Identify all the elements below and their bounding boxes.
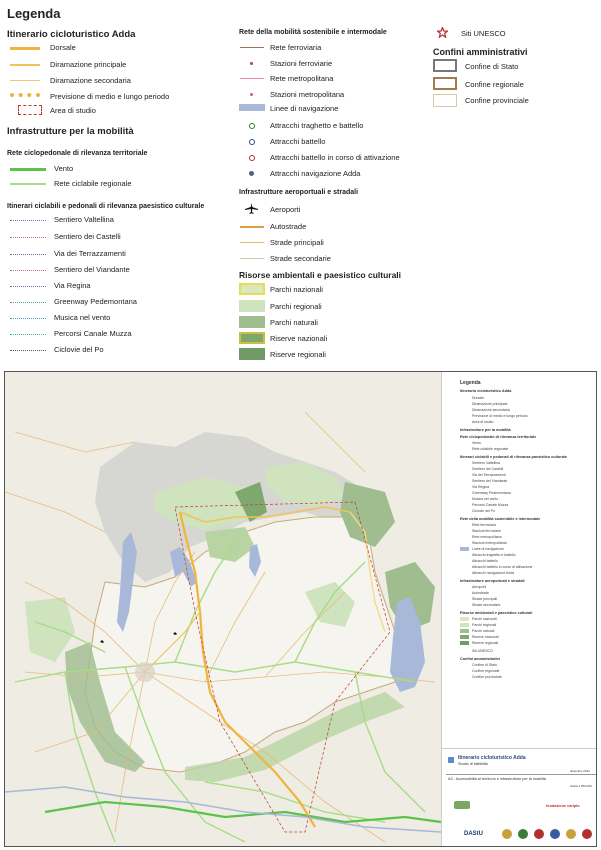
map-legend-entry: Dorsale <box>472 396 485 400</box>
legend-item: Aeroporti <box>270 205 301 214</box>
unesco-star-icon <box>437 27 448 38</box>
map-legend-entry: Strade principali <box>472 597 498 601</box>
map-legend-panel <box>441 372 597 748</box>
legend-item: Previsione di medio e lungo periodo <box>50 92 170 101</box>
map-legend-entry: Rete ciclabile regionale <box>472 447 509 451</box>
map-legend-entry: Riserve regionali <box>472 641 499 645</box>
map-legend-entry: Previsione di medio e lungo periodo <box>472 414 528 418</box>
map-legend-entry: Sentiero Valtellina <box>472 461 500 465</box>
legend-item: Attracchi traghetto e battello <box>270 121 364 130</box>
map-legend-entry: Parchi regionali <box>472 623 497 627</box>
adda-dock-icon <box>249 171 254 176</box>
mobility-title: Rete della mobilità sostenibile e intermodale <box>239 29 387 36</box>
legend-item: Strade principali <box>270 238 324 247</box>
legend-item: Ciclovie del Po <box>54 345 104 354</box>
resources-legend <box>239 283 439 363</box>
partner-logo <box>566 829 576 839</box>
map-legend-park-swatch <box>460 641 469 645</box>
unesco-label: Siti UNESCO <box>461 29 506 38</box>
metro-station-icon <box>250 93 253 96</box>
via-regina-symbol <box>10 286 46 287</box>
tb-subtitle: Studio di fattibilità <box>458 762 488 766</box>
legend-item: Dorsale <box>50 43 76 52</box>
tb-divider <box>446 774 596 775</box>
tb-partner1: fondazione cariplo <box>546 804 580 808</box>
legend-item: Stazioni metropolitana <box>270 90 345 99</box>
map-legend-heading: Itinerari ciclabili e pedonali di rilevanza paesistico culturale <box>460 455 567 459</box>
map-legend-title: Legenda <box>460 380 481 386</box>
map-legend-entry: Percorsi Canale Muzza <box>472 503 509 507</box>
via-terrazzamenti-symbol <box>10 254 46 255</box>
map-legend-entry: Rete metropolitana <box>472 535 502 539</box>
map-legend-entry: Siti UNESCO <box>472 649 493 653</box>
map-legend-water-swatch <box>460 547 469 551</box>
state-border-swatch <box>433 59 457 72</box>
map-legend-heading: Risorse ambientali e paesistico culturali <box>460 611 533 615</box>
legend-item: Vento <box>54 164 74 173</box>
map-legend-entry: Stazioni metropolitana <box>472 541 507 545</box>
map-legend-entry: Vento <box>472 441 481 445</box>
logo-mark <box>448 757 454 763</box>
legend-item: Percorsi Canale Muzza <box>54 329 132 338</box>
regionale-symbol <box>10 183 46 185</box>
cycle-net-title: Rete ciclopedonale di rilevanza territoriale <box>7 150 148 157</box>
map-legend-entry: Riserve nazionali <box>472 635 499 639</box>
planned-dock-icon <box>249 155 255 161</box>
sentiero-castelli-symbol <box>10 237 46 238</box>
map-legend-heading: Rete ciclopedonale di rilevanza territoriale <box>460 435 537 439</box>
legend-item: Diramazione secondaria <box>50 76 131 85</box>
map-legend-entry: Parchi naturali <box>472 629 495 633</box>
legend-item: Sentiero del Viandante <box>54 265 130 274</box>
legend-item: Diramazione principale <box>50 60 127 69</box>
legend-item: Parchi regionali <box>270 302 322 311</box>
vento-symbol <box>10 168 46 171</box>
tb-partner2: DAStU <box>464 831 483 837</box>
tb-date: dicembre 2013 <box>570 769 590 773</box>
map-legend-entry: Attracchi battello in corso di attivazione <box>472 565 533 569</box>
map-legend-entry: Sentiero del Viandante <box>472 479 508 483</box>
sentiero-valtellina-symbol <box>10 220 46 221</box>
map-legend-entry: Stazioni ferroviarie <box>472 529 501 533</box>
legend-item: Sentiero dei Castelli <box>54 232 121 241</box>
legend-item: Attracchi battello <box>270 137 326 146</box>
legend-item: Parchi naturali <box>270 318 318 327</box>
legend-item: Autostrade <box>270 222 307 231</box>
legend-item: Parchi nazionali <box>270 285 323 294</box>
diramazione-principale-symbol <box>10 64 40 66</box>
legend-item: Confine regionale <box>465 80 524 89</box>
milan-urban-area <box>135 662 155 682</box>
greenway-symbol <box>10 302 46 303</box>
partner-logo <box>550 829 560 839</box>
airports-title: Infrastrutture aeroportuali e stradali <box>239 189 359 196</box>
airplane-icon <box>245 203 258 214</box>
legend-item: Musica nel vento <box>54 313 111 322</box>
riserve-regionali-swatch <box>239 348 265 360</box>
legend-item: Sentiero Valtellina <box>54 215 114 224</box>
resources-title: Risorse ambientali e paesistico culturali <box>239 270 402 280</box>
infra-section-title: Infrastrutture per la mobilità <box>7 126 134 137</box>
admin-title: Confini amministrativi <box>433 47 528 57</box>
partner-logo <box>518 829 528 839</box>
canale-muzza-symbol <box>10 334 46 335</box>
partner-logo <box>454 801 470 809</box>
area-studio-symbol <box>18 105 42 115</box>
parchi-regionali-swatch <box>239 300 265 312</box>
map-legend-entry: Attracchi navigazione Adda <box>472 571 515 575</box>
tb-plate: A3 - Accessibilità al territorio e infrastrutture per la mobilità <box>448 777 546 781</box>
dorsale-symbol <box>10 47 40 50</box>
legend-item: Rete metropolitana <box>270 74 334 83</box>
legend-item: Via Regina <box>54 281 91 290</box>
map-legend-park-swatch <box>460 629 469 633</box>
admin-legend <box>433 59 593 109</box>
legend-item: Stazioni ferroviarie <box>270 59 333 68</box>
legend-item: Confine di Stato <box>465 62 519 71</box>
main-road-symbol <box>240 242 264 243</box>
legend-item: Via dei Terrazzamenti <box>54 249 126 258</box>
map-legend-entry: Via dei Terrazzamenti <box>472 473 506 477</box>
boat-dock-icon <box>249 139 255 145</box>
secondary-road-symbol <box>240 258 264 259</box>
regional-border-swatch <box>433 77 457 90</box>
map-legend-entry: Confine di Stato <box>472 663 497 667</box>
itinerary-section-title: Itinerario cicloturistico Adda <box>7 29 136 40</box>
previsione-symbol <box>10 93 40 97</box>
legend-item: Strade secondarie <box>270 254 331 263</box>
cycle-net-legend <box>7 163 232 193</box>
map-legend-entry: Parchi nazionali <box>472 617 497 621</box>
map-legend-entry: Linee di navigazione <box>472 547 504 551</box>
itinerary-legend <box>7 43 232 113</box>
map-legend-entry: Strade secondarie <box>472 603 501 607</box>
legend-item: Riserve regionali <box>270 350 326 359</box>
legend-item: Area di studio <box>50 106 96 115</box>
map-legend-entry: Musica nel vento <box>472 497 499 501</box>
parchi-naturali-swatch <box>239 316 265 328</box>
legend-item: Rete ciclabile regionale <box>54 179 132 188</box>
paths-title: Itinerari ciclabili e pedonali di rilevanza paesistico culturale <box>7 203 205 210</box>
paths-legend <box>7 214 232 356</box>
musica-vento-symbol <box>10 318 46 319</box>
map-legend-heading: Infrastrutture aeroportuali e stradali <box>460 579 525 583</box>
provincial-border-swatch <box>433 94 457 107</box>
legend-item: Rete ferroviaria <box>270 43 322 52</box>
map-legend-park-swatch <box>460 635 469 639</box>
map-legend-entry: Confine regionale <box>472 669 500 673</box>
legend-item: Attracchi battello in corso di attivazione <box>270 153 400 162</box>
map-legend-entry: Attracchi traghetto e battello <box>472 553 516 557</box>
title-block <box>441 748 597 847</box>
map-legend-entry: Sentiero dei Castelli <box>472 467 504 471</box>
legend-item: Greenway Pedemontana <box>54 297 137 306</box>
riserve-nazionali-swatch <box>239 332 265 344</box>
map-legend-entry: Aeroporti <box>472 585 487 589</box>
map-legend-entry: Diramazione secondaria <box>472 408 510 412</box>
airports-legend <box>239 201 439 265</box>
mobility-legend <box>239 41 439 181</box>
map-legend-entry: Autostrade <box>472 591 489 595</box>
legend-item: Attracchi navigazione Adda <box>270 169 361 178</box>
map-legend-entry: Diramazione principale <box>472 402 508 406</box>
motorway-symbol <box>240 226 264 228</box>
diramazione-secondaria-symbol <box>10 80 40 81</box>
map-legend-entry: Area di studio <box>472 420 494 424</box>
tb-scale: Scala 1:250.000 <box>570 784 592 788</box>
map-legend-entry: Ciclovie del Po <box>472 509 496 513</box>
station-icon <box>250 62 253 65</box>
map-legend-heading: Itinerario cicloturistico Adda <box>460 389 512 393</box>
map-legend-heading: Rete della mobilità sostenibile e intermodale <box>460 517 541 521</box>
map-legend-entry: Attracchi battello <box>472 559 498 563</box>
parchi-nazionali-swatch <box>239 283 265 295</box>
tb-title: Itinerario cicloturistico Adda <box>458 755 526 761</box>
rail-symbol <box>240 47 264 48</box>
map-legend-park-swatch <box>460 623 469 627</box>
map-legend-entry: Rete ferroviaria <box>472 523 496 527</box>
legend-item: Riserve nazionali <box>270 334 328 343</box>
map-legend-park-swatch <box>460 617 469 621</box>
sentiero-viandante-symbol <box>10 270 46 271</box>
metro-symbol <box>240 78 264 79</box>
navigation-line-symbol <box>239 104 265 111</box>
partner-logo <box>534 829 544 839</box>
partner-logo <box>502 829 512 839</box>
legend-title: Legenda <box>7 6 61 21</box>
map-legend-entry: Via Regina <box>472 485 490 489</box>
map-legend-entry: Greenway Pedemontana <box>472 491 511 495</box>
map-legend-entry: Confine provinciale <box>472 675 502 679</box>
legend-item: Confine provinciale <box>465 96 529 105</box>
map-legend-heading: Infrastrutture per la mobilità <box>460 428 511 432</box>
map-legend-heading: Confini amministrativi <box>460 657 500 661</box>
partner-logo <box>582 829 592 839</box>
ferry-dock-icon <box>249 123 255 129</box>
legend-item: Linee di navigazione <box>270 104 339 113</box>
ciclovie-po-symbol <box>10 350 46 351</box>
map-panel[interactable] <box>4 371 597 847</box>
